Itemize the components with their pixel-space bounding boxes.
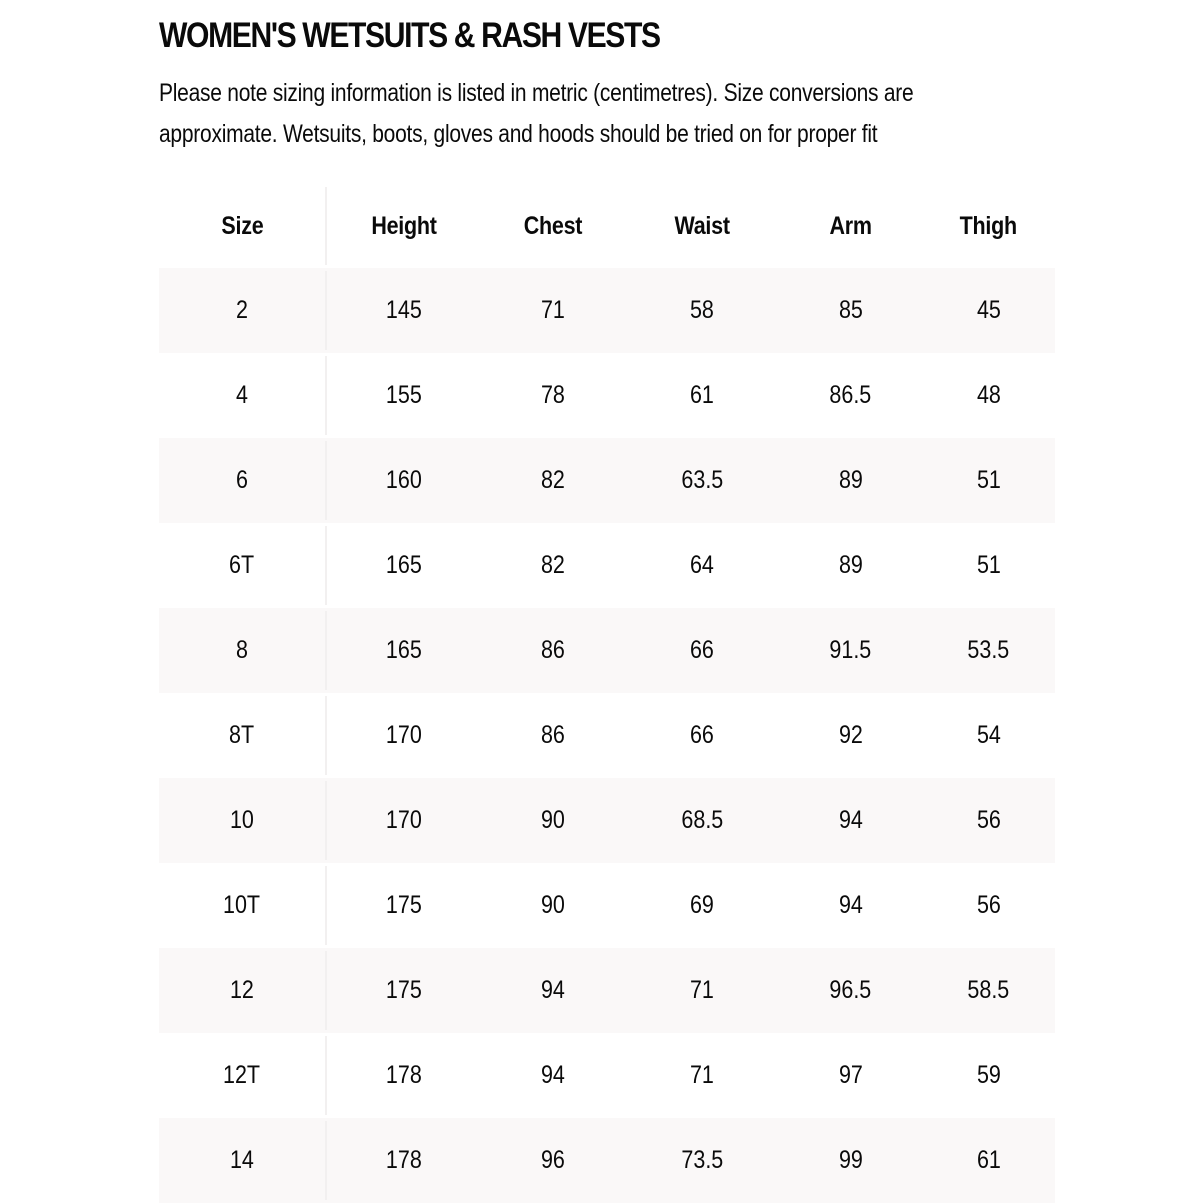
cell-value: 86.5 (829, 381, 872, 409)
cell-arm (779, 1033, 922, 1118)
cell-value: 6 (236, 466, 248, 494)
cell-value: 64 (690, 551, 714, 579)
cell-value: 63.5 (681, 466, 723, 494)
cell-value: 178 (386, 1061, 422, 1089)
cell-size (159, 863, 325, 948)
cell-value: 165 (386, 636, 422, 664)
cell-height (327, 693, 481, 778)
cell-value: 68.5 (681, 806, 723, 834)
cell-thigh (922, 438, 1055, 523)
column-header-label: Waist (674, 211, 730, 240)
cell-height (327, 1033, 481, 1118)
cell-arm (779, 353, 922, 438)
cell-value: 66 (690, 721, 714, 749)
cell-value: 170 (386, 806, 422, 834)
cell-arm (779, 693, 922, 778)
page-title: WOMEN'S WETSUITS & RASH VESTS (159, 16, 660, 55)
cell-chest (481, 268, 625, 353)
cell-value: 96 (541, 1146, 565, 1174)
cell-waist (625, 693, 779, 778)
cell-thigh (922, 268, 1055, 353)
cell-value: 51 (976, 551, 1001, 579)
table-row (159, 693, 1055, 778)
column-header-label: Height (371, 211, 437, 240)
cell-arm (779, 438, 922, 523)
cell-chest (481, 948, 625, 1033)
cell-value: 86 (541, 721, 565, 749)
cell-value: 86 (541, 636, 565, 664)
column-header-height (327, 184, 481, 268)
column-header-size (159, 184, 325, 268)
cell-value: 53.5 (967, 636, 1010, 664)
cell-thigh (922, 863, 1055, 948)
cell-value: 89 (838, 466, 863, 494)
cell-value: 58.5 (967, 976, 1010, 1004)
cell-height (327, 608, 481, 693)
cell-value: 10T (223, 891, 261, 919)
cell-value: 96.5 (829, 976, 872, 1004)
cell-value: 12 (230, 976, 254, 1004)
cell-value: 56 (976, 891, 1001, 919)
cell-waist (625, 778, 779, 863)
cell-size (159, 268, 325, 353)
cell-value: 10 (230, 806, 254, 834)
cell-waist (625, 948, 779, 1033)
cell-thigh (922, 1033, 1055, 1118)
cell-arm (779, 863, 922, 948)
cell-height (327, 523, 481, 608)
cell-chest (481, 438, 625, 523)
cell-waist (625, 268, 779, 353)
cell-arm (779, 268, 922, 353)
cell-value: 155 (386, 381, 422, 409)
cell-value: 90 (541, 891, 565, 919)
cell-value: 94 (838, 806, 863, 834)
cell-value: 48 (976, 381, 1001, 409)
cell-value: 78 (541, 381, 565, 409)
column-header-chest (481, 184, 625, 268)
table-row (159, 523, 1055, 608)
column-header-arm (779, 184, 922, 268)
cell-value: 99 (838, 1146, 863, 1174)
table-row (159, 778, 1055, 863)
cell-thigh (922, 693, 1055, 778)
table-row (159, 353, 1055, 438)
cell-thigh (922, 608, 1055, 693)
cell-thigh (922, 1118, 1055, 1203)
cell-value: 85 (838, 296, 863, 324)
size-table (159, 184, 1055, 1203)
column-header-label: Chest (523, 211, 583, 240)
cell-chest (481, 1033, 625, 1118)
cell-waist (625, 523, 779, 608)
cell-value: 94 (541, 976, 565, 1004)
cell-waist (625, 1033, 779, 1118)
cell-value: 91.5 (829, 636, 872, 664)
cell-height (327, 778, 481, 863)
cell-size (159, 523, 325, 608)
cell-thigh (922, 948, 1055, 1033)
column-header-label: Arm (829, 211, 872, 240)
cell-value: 145 (386, 296, 422, 324)
cell-value: 51 (976, 466, 1001, 494)
cell-size (159, 948, 325, 1033)
cell-waist (625, 608, 779, 693)
cell-value: 175 (386, 891, 422, 919)
cell-value: 8 (236, 636, 248, 664)
table-row (159, 948, 1055, 1033)
cell-height (327, 353, 481, 438)
cell-value: 71 (690, 1061, 714, 1089)
cell-value: 61 (976, 1146, 1001, 1174)
sizing-note: Please note sizing information is listed in metric (centimetres). Size conversions are approximate. Wetsuits, boots, gloves and hoods should be tried on for proper fit (159, 79, 914, 148)
cell-value: 89 (838, 551, 863, 579)
cell-value: 6T (229, 551, 255, 579)
table-row (159, 608, 1055, 693)
cell-chest (481, 608, 625, 693)
cell-value: 8T (229, 721, 255, 749)
cell-waist (625, 353, 779, 438)
cell-waist (625, 438, 779, 523)
cell-value: 71 (541, 296, 565, 324)
cell-value: 61 (690, 381, 714, 409)
cell-value: 82 (541, 466, 565, 494)
column-header-thigh (922, 184, 1055, 268)
cell-size (159, 1118, 325, 1203)
cell-waist (625, 1118, 779, 1203)
cell-thigh (922, 523, 1055, 608)
cell-value: 175 (386, 976, 422, 1004)
column-header-label: Size (220, 211, 263, 240)
cell-value: 45 (976, 296, 1001, 324)
cell-value: 66 (690, 636, 714, 664)
cell-value: 2 (236, 296, 248, 324)
table-header-row (159, 184, 1055, 268)
cell-height (327, 863, 481, 948)
cell-value: 90 (541, 806, 565, 834)
cell-value: 12T (223, 1061, 261, 1089)
cell-value: 54 (976, 721, 1001, 749)
cell-chest (481, 523, 625, 608)
cell-value: 56 (976, 806, 1001, 834)
cell-value: 82 (541, 551, 565, 579)
cell-value: 160 (386, 466, 422, 494)
cell-size (159, 778, 325, 863)
cell-value: 94 (838, 891, 863, 919)
cell-size (159, 693, 325, 778)
cell-size (159, 353, 325, 438)
cell-value: 97 (838, 1061, 863, 1089)
cell-size (159, 438, 325, 523)
cell-arm (779, 778, 922, 863)
cell-size (159, 608, 325, 693)
cell-value: 59 (976, 1061, 1001, 1089)
cell-height (327, 268, 481, 353)
cell-thigh (922, 353, 1055, 438)
cell-value: 69 (690, 891, 714, 919)
cell-chest (481, 693, 625, 778)
cell-value: 178 (386, 1146, 422, 1174)
cell-value: 14 (230, 1146, 254, 1174)
cell-arm (779, 1118, 922, 1203)
column-header-label: Thigh (959, 211, 1018, 240)
cell-thigh (922, 778, 1055, 863)
cell-height (327, 438, 481, 523)
cell-size (159, 1033, 325, 1118)
cell-value: 58 (690, 296, 714, 324)
table-body (159, 268, 1055, 1203)
table-row (159, 1033, 1055, 1118)
cell-value: 165 (386, 551, 422, 579)
cell-height (327, 948, 481, 1033)
cell-chest (481, 353, 625, 438)
cell-height (327, 1118, 481, 1203)
column-header-waist (625, 184, 779, 268)
cell-value: 73.5 (681, 1146, 723, 1174)
cell-value: 71 (690, 976, 714, 1004)
table-row (159, 438, 1055, 523)
table-row (159, 1118, 1055, 1203)
table-row (159, 268, 1055, 353)
cell-waist (625, 863, 779, 948)
cell-chest (481, 1118, 625, 1203)
cell-arm (779, 523, 922, 608)
cell-value: 4 (236, 381, 248, 409)
cell-value: 92 (838, 721, 863, 749)
table-row (159, 863, 1055, 948)
cell-chest (481, 778, 625, 863)
cell-chest (481, 863, 625, 948)
cell-value: 170 (386, 721, 422, 749)
cell-arm (779, 948, 922, 1033)
cell-value: 94 (541, 1061, 565, 1089)
cell-arm (779, 608, 922, 693)
